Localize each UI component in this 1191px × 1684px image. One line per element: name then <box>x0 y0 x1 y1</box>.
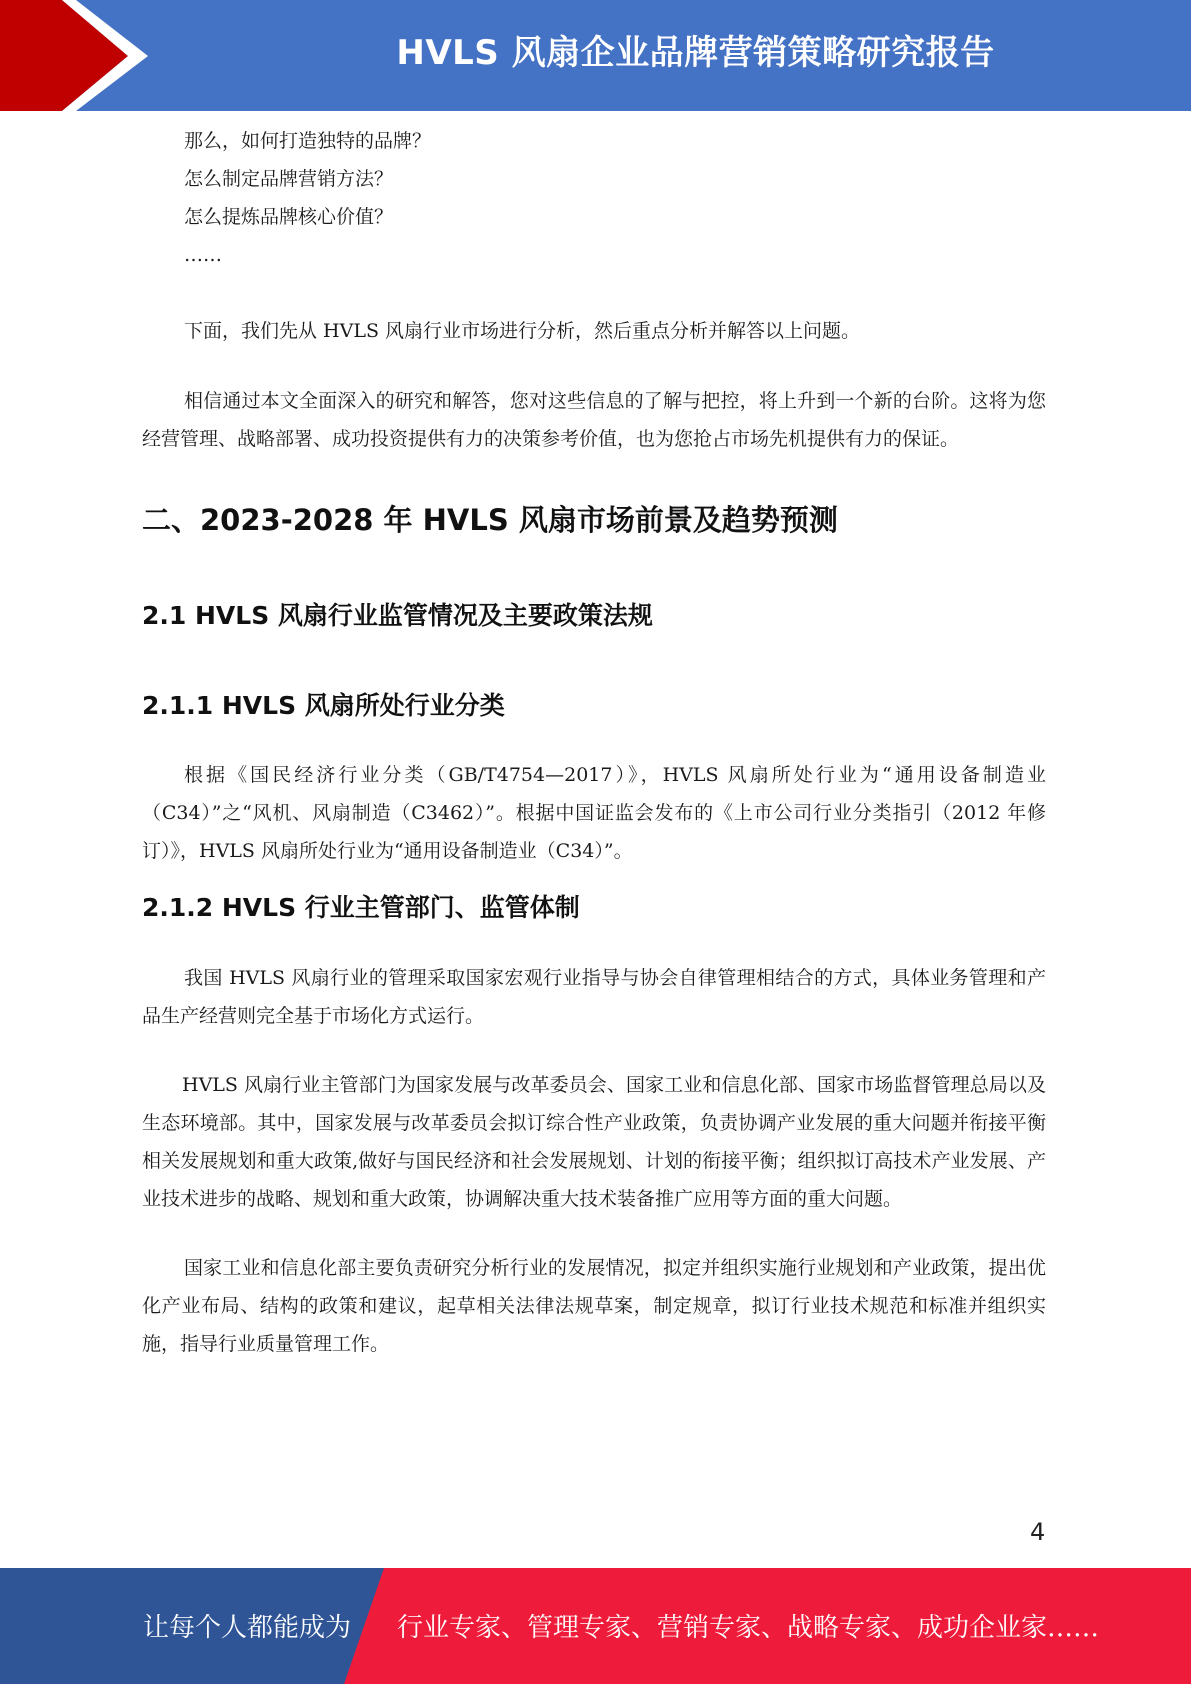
page-number: 4 <box>1030 1518 1046 1546</box>
ellipsis-line: …… <box>184 244 222 266</box>
paragraph-authorities: HVLS 风扇行业主管部门为国家发展与改革委员会、国家工业和信息化部、国家市场监督管理总局以及生态环境部。其中，国家发展与改革委员会拟订综合性产业政策，负责协调产业发展的重大问题并衔接平衡相关发展规划和重大政策,做好与国民经济和社会发展规划、计划的衔接平衡；组织拟订高技术产业发展、产业技术进步的战略、规划和重大政策，协调解决重大技术装备推广应用等方面的重大问题。 <box>142 1074 1046 1210</box>
footer-slogan-left: 让每个人都能成为 <box>143 1613 352 1643</box>
intro-questions <box>142 122 1046 274</box>
footer-slogan-right: 行业专家、管理专家、营销专家、战略专家、成功企业家…… <box>397 1613 1100 1643</box>
paragraph-miit-duties: 国家工业和信息化部主要负责研究分析行业的发展情况，拟定并组织实施行业规划和产业政策，提出优化产业布局、结构的政策和建议，起草相关法律法规草案，制定规章，拟订行业技术规范和标准并组织实施，指导行业质量管理工作。 <box>142 1257 1046 1355</box>
page-content <box>142 122 1046 1363</box>
report-title: HVLS 风扇企业品牌营销策略研究报告 <box>396 33 995 73</box>
paragraph-management-mode: 我国 HVLS 风扇行业的管理采取国家宏观行业指导与协会自律管理相结合的方式，具体业务管理和产品生产经营则完全基于市场化方式运行。 <box>142 967 1046 1027</box>
question-line: 那么，如何打造独特的品牌？ <box>184 130 432 152</box>
paragraph-industry-classification: 根据《国民经济行业分类（GB/T4754—2017）》，HVLS 风扇所处行业为“通用设备制造业（C34）”之“风机、风扇制造（C3462）”。根据中国证监会发布的《上市公司行业分类指引（2012 年修订）》，HVLS 风扇所处行业为“通用设备制造业（C34）”。 <box>142 764 1046 862</box>
paragraph-intro-analysis: 下面，我们先从 HVLS 风扇行业市场进行分析，然后重点分析并解答以上问题。 <box>184 320 861 342</box>
paragraph-intro-value: 相信通过本文全面深入的研究和解答，您对这些信息的了解与把控，将上升到一个新的台阶。这将为您经营管理、战略部署、成功投资提供有力的决策参考价值，也为您抢占市场先机提供有力的保证。 <box>142 390 1046 450</box>
page-footer <box>0 1568 1191 1684</box>
question-line: 怎么提炼品牌核心价值？ <box>184 206 394 228</box>
question-line: 怎么制定品牌营销方法？ <box>184 168 394 190</box>
header-red-arrow <box>0 0 128 111</box>
subsection-heading-2-1-1: 2.1.1 HVLS 风扇所处行业分类 <box>142 691 505 720</box>
page-header <box>0 0 1191 111</box>
subsection-heading-2-1: 2.1 HVLS 风扇行业监管情况及主要政策法规 <box>142 601 653 630</box>
section-heading-2: 二、2023-2028 年 HVLS 风扇市场前景及趋势预测 <box>142 503 838 537</box>
subsection-heading-2-1-2: 2.1.2 HVLS 行业主管部门、监管体制 <box>142 893 580 922</box>
